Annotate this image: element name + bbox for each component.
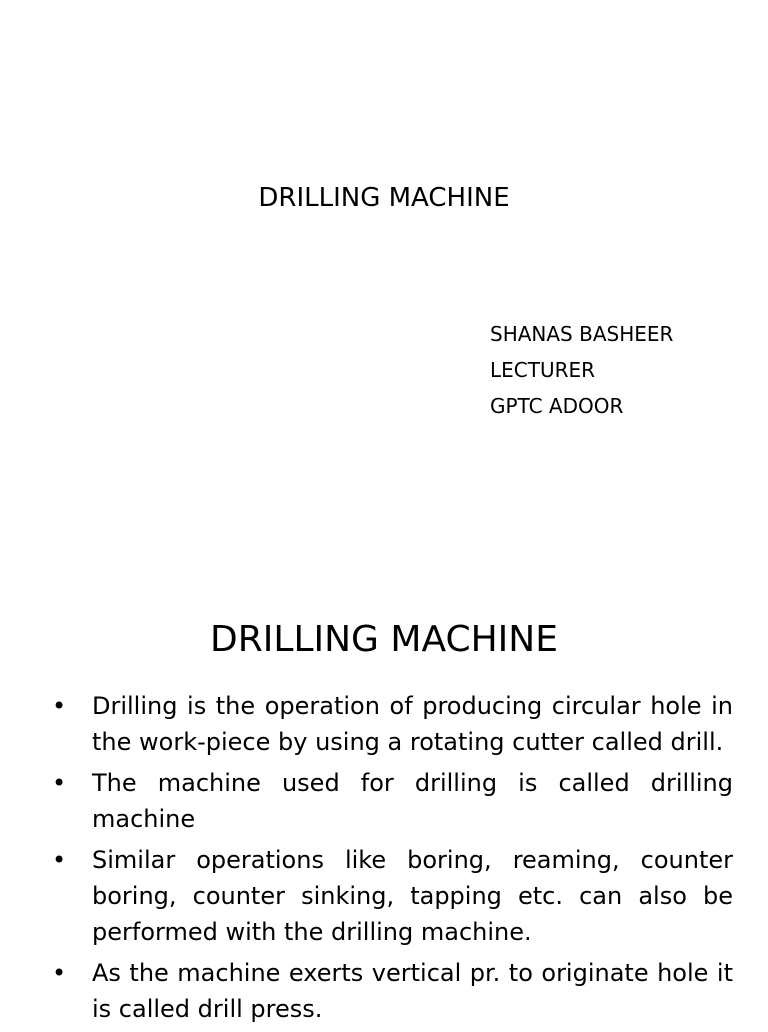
bullet-text: Drilling is the operation of producing circular hole in the work-piece by using a rotating cutter called drill. [92, 692, 733, 756]
bullet-text: As the machine exerts vertical pr. to originate hole it is called drill press. [92, 959, 733, 1023]
bullet-text: The machine used for drilling is called drilling machine [92, 769, 733, 833]
bullet-dot-icon: • [52, 959, 67, 987]
bullet-item [36, 955, 733, 1027]
bullet-dot-icon: • [52, 692, 67, 720]
bullet-item [36, 765, 733, 837]
bullet-dot-icon: • [52, 846, 67, 874]
bullet-list [36, 688, 733, 1032]
bullet-item [36, 842, 733, 950]
bullet-dot-icon: • [52, 769, 67, 797]
bullet-item [36, 688, 733, 760]
author-role: LECTURER [490, 358, 596, 382]
author-institution: GPTC ADOOR [490, 394, 624, 418]
author-name: SHANAS BASHEER [490, 322, 674, 346]
slide-heading: DRILLING MACHINE [210, 619, 558, 660]
bullet-text: Similar operations like boring, reaming, counter boring, counter sinking, tapping etc. can also be performed with the drilling machine. [92, 846, 733, 946]
author-block [490, 316, 750, 424]
content-slide [0, 576, 768, 1024]
slide-title: DRILLING MACHINE [258, 183, 510, 213]
